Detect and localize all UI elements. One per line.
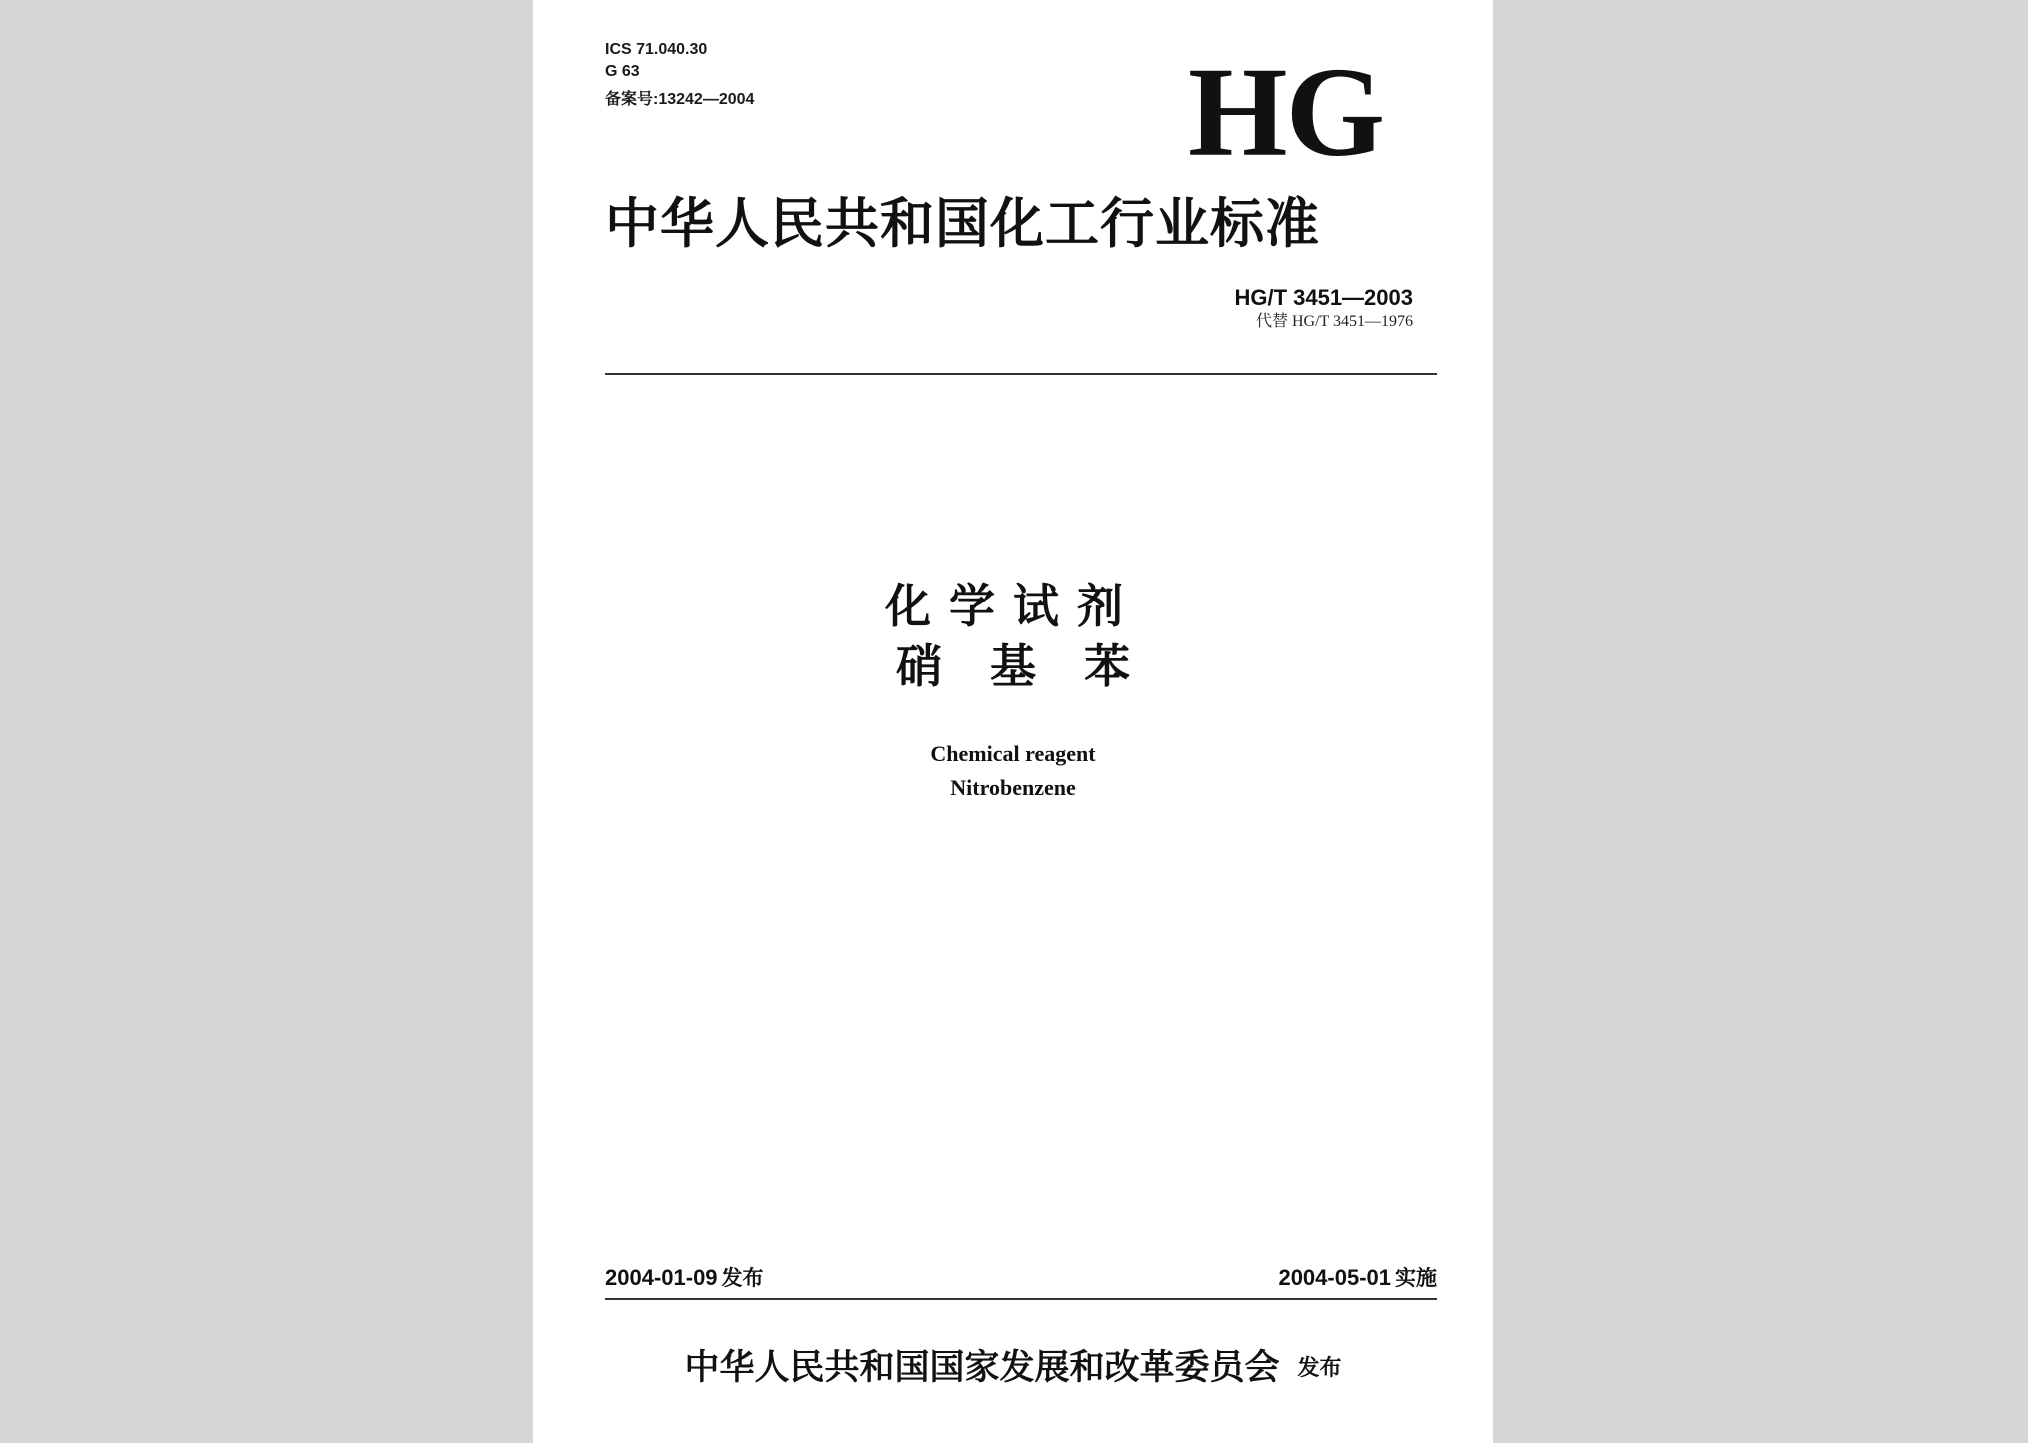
implementation-date: 2004-05-01 — [1278, 1265, 1391, 1290]
issue-date-block — [605, 1263, 764, 1293]
footer-divider — [605, 1298, 1437, 1300]
issue-label: 发布 — [721, 1266, 764, 1290]
english-name-line-1: Chemical reagent — [930, 741, 1096, 766]
chinese-name-line-2: 硝基苯 — [896, 639, 1178, 693]
hg-logo: HG — [1188, 41, 1384, 183]
english-name-line-2: Nitrobenzene — [950, 775, 1076, 800]
issuer-label: 发布 — [1297, 1356, 1342, 1381]
implementation-date-block — [1278, 1263, 1437, 1293]
chinese-name-line-1: 化学试剂 — [885, 579, 1141, 633]
document-page — [533, 0, 1493, 1443]
replaced-standard: 代替 HG/T 3451—1976 — [1255, 313, 1413, 330]
record-number: 备案号:13242—2004 — [605, 91, 755, 108]
ccs-code: G 63 — [605, 63, 640, 80]
issue-date: 2004-01-09 — [605, 1265, 718, 1290]
ics-code: ICS 71.040.30 — [605, 41, 708, 58]
header-divider — [605, 373, 1437, 375]
implementation-label: 实施 — [1395, 1266, 1437, 1290]
issuer-organization: 中华人民共和国国家发展和改革委员会 — [684, 1347, 1280, 1388]
standard-title: 中华人民共和国化工行业标准 — [605, 191, 1320, 255]
standard-code: HG/T 3451—2003 — [1234, 285, 1413, 310]
issuer-block — [533, 1344, 1493, 1392]
